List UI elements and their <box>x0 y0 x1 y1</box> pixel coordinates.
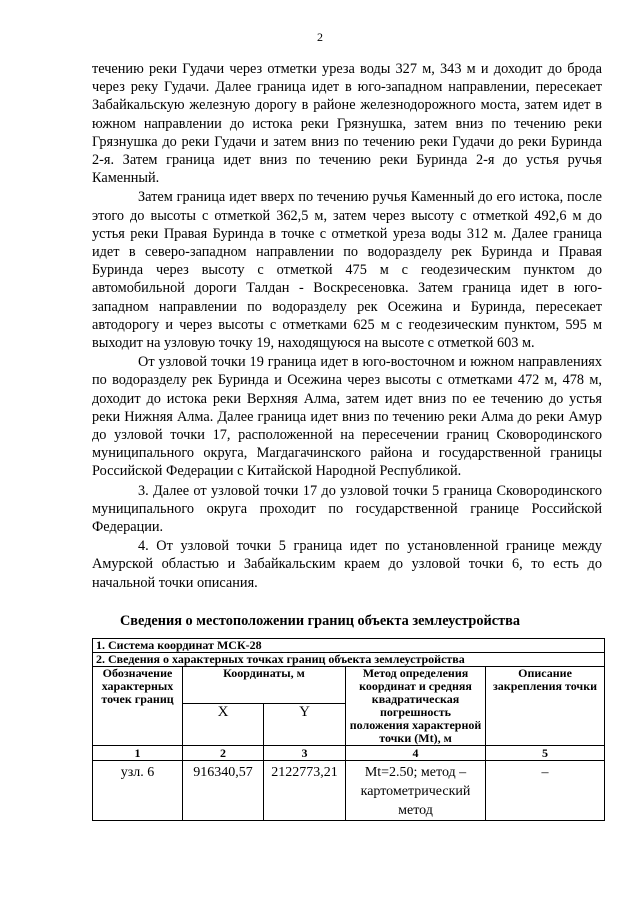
coordinate-system-cell: 1. Система координат МСК-28 <box>93 639 605 653</box>
x-header: X <box>183 703 264 745</box>
paragraph: Затем граница идет вверх по течению ручья Каменный до его истока, после этого до высоты с отметкой 362,5 м, затем через высоту с отметкой 492,6 м до устья реки Правая Буринда в точке с отметкой уреза воды 312 м. Далее граница идет в северо-западном направлении по водоразделу рек Буринда и Правая Буринда через высоту с отметкой 475 м с геодезическим пунктом до автомобильной дороги Талдан - Воскресеновка. Затем граница идет в юго-западном направлении по водоразделу рек Осежина и Буринда, пересекает автодорогу и через высоты с отметками 625 м с геодезическим пунктом, 595 м выходит на узловую точку 19, находящуюся на высоте с отметкой 603 м. <box>92 189 602 352</box>
table-row <box>93 653 605 667</box>
point-designation: узл. 6 <box>93 761 183 821</box>
body-text <box>92 60 602 593</box>
points-info-cell: 2. Сведения о характерных точках границ объекта землеустройства <box>93 653 605 667</box>
boundary-points-table <box>92 638 605 821</box>
x-coordinate: 916340,57 <box>183 761 264 821</box>
column-number: 4 <box>346 746 486 761</box>
y-coordinate: 2122773,21 <box>264 761 346 821</box>
paragraph: 4. От узловой точки 5 граница идет по установленной границе между Амурской областью и Забайкальским краем до узловой точки 6, то есть до начальной точки описания. <box>92 538 602 591</box>
column-number-row <box>93 746 605 761</box>
column-number: 1 <box>93 746 183 761</box>
y-header: Y <box>264 703 346 745</box>
description-header: Описание закрепления точки <box>486 667 605 746</box>
column-number: 5 <box>486 746 605 761</box>
paragraph: 3. Далее от узловой точки 17 до узловой точки 5 граница Сковородинского муниципального округа проходит по государственной границе Российской Федерации. <box>92 482 602 536</box>
table-row <box>93 761 605 821</box>
column-number: 2 <box>183 746 264 761</box>
coordinates-header: Координаты, м <box>183 667 346 704</box>
method-header: Метод определения координат и средняя квадратическая погрешность положения характерной точки (Mt), м <box>346 667 486 746</box>
designation-header: Обозначение характерных точек границ <box>93 667 183 746</box>
table-header-row <box>93 667 605 704</box>
description-value: – <box>486 761 605 821</box>
method-value: Mt=2.50; метод – картометрический метод <box>346 761 486 821</box>
column-number: 3 <box>264 746 346 761</box>
page-number: 2 <box>317 30 323 44</box>
section-title: Сведения о местоположении границ объекта землеустройства <box>119 613 521 629</box>
paragraph: течению реки Гудачи через отметки уреза воды 327 м, 343 м и доходит до брода через реку Гудачи. Далее граница идет в юго-западном направлении, пересекает Забайкальскую железную дорогу в районе железнодорожного моста, затем идет в южном направлении до истока реки Грязнушка, затем вниз по течению реки Грязнушка до реки Гудачи и затем вниз по течению реки Гудачи до реки Буринда 2-я. Затем граница идет вниз по течению реки Буринда 2-я до устья ручья Каменный. <box>92 61 602 187</box>
paragraph: От узловой точки 19 граница идет в юго-восточном и южном направлениях по водоразделу рек Буринда и Осежина через высоты с отметками 472 м, 478 м, доходит до истока реки Верхняя Алма, затем идет вниз по ее течению до устья реки Нижняя Алма. Далее граница идет вниз по течению реки Алма до реки Амур до узловой точки 17, расположенной на пересечении границ Сковородинского муниципального округа, Магдагачинского района и государственной границы Российской Федерации с Китайской Народной Республикой. <box>92 354 602 480</box>
table-row <box>93 639 605 653</box>
